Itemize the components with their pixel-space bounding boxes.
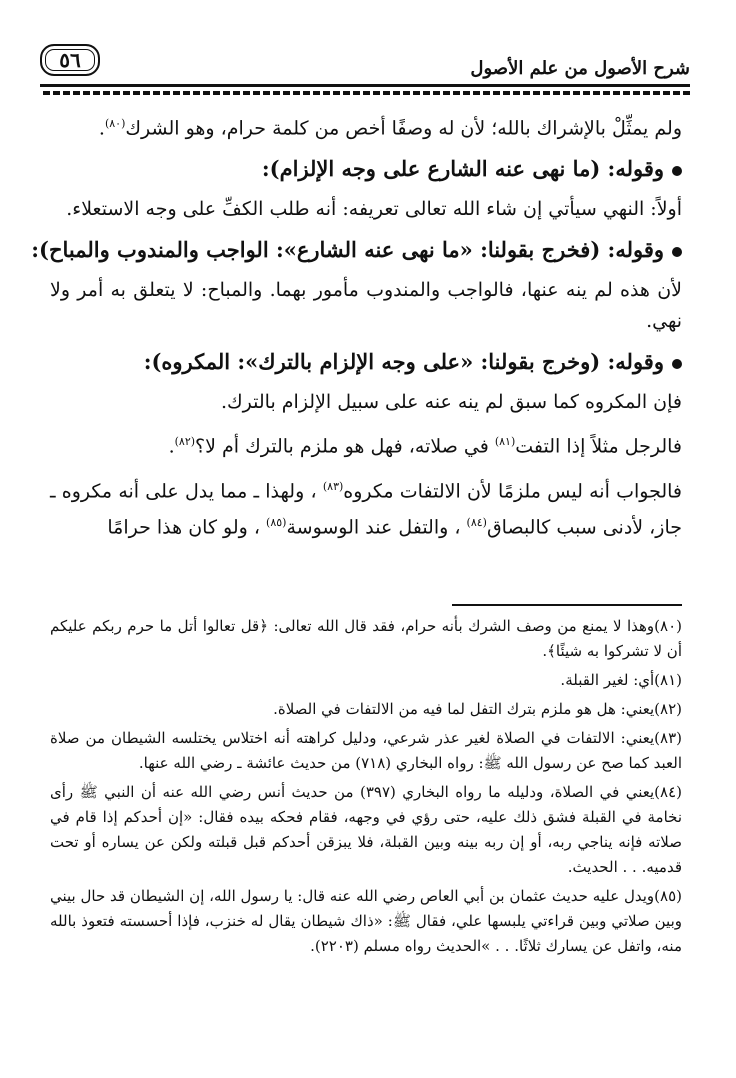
footnotes	[50, 614, 682, 963]
text-run: ، ولهذا ـ مما يدل على أنه مكروه ـ جاز، لأدنى سبب كالبصاق	[50, 479, 682, 539]
main-text	[31, 108, 682, 551]
heading-text: وقوله: (ما نهى عنه الشارع على وجه الإلزام):	[261, 156, 664, 182]
footnote: (٨٢)يعني: هل هو ملزم بترك التفل لما فيه من الالتفات في الصلاة.	[273, 700, 682, 718]
section-heading	[31, 233, 682, 267]
bullet-icon	[672, 166, 682, 176]
section-heading	[50, 345, 682, 379]
paragraph: ولم يمثِّلْ بالإشراك بالله؛ لأن له وصفًا أخص من كلمة حرام، وهو الشرك$^{(٨٠)}$.	[98, 117, 682, 140]
footnote-separator	[452, 604, 682, 606]
footnote: (٨٠)وهذا لا يمنع من وصف الشرك بأنه حرام، فقد قال الله تعالى: ﴿قل تعالوا أتل ما حرم ربكم عليكم أن لا تشركوا به شيئًا﴾.	[50, 617, 682, 660]
text-run: في صلاته، فهل هو ملزم بالترك أم لا؟	[195, 435, 489, 458]
footnote: (٨٥)ويدل عليه حديث عثمان بن أبي العاص رضي الله عنه قال: يا رسول الله، إن الشيطان قد حال بيني وبين صلاتي وبين قراءتي يلبسها علي، فقال ﷺ: «ذاك شيطان يقال له خنزب، فإذا أحسسته فتعوذ بالله منه، واتفل عن يسارك ثلاثًا. . . »الحديث رواه مسلم (٢٢٠٣).	[50, 887, 682, 955]
paragraph: فالرجل مثلاً إذا التفت$^{(٨١)}$ في صلاته، فهل هو ملزم بالترك أم لا؟$^{(٨٢)}$.	[168, 435, 682, 458]
page-header	[40, 44, 690, 92]
text-run: فالجواب أنه ليس ملزمًا لأن الالتفات مكروه	[343, 479, 682, 502]
page-number-badge	[40, 44, 100, 76]
footnote-ref[interactable]: (٨٣)	[322, 479, 344, 493]
footnote-ref[interactable]: (٨٠)	[104, 117, 126, 130]
header-rule	[40, 84, 690, 87]
paragraph: لأن هذه لم ينه عنها، فالواجب والمندوب مأمور بهما. والمباح: لا يتعلق به أمر ولا نهي.	[50, 279, 682, 333]
footnote-ref[interactable]: (٨٥)	[266, 515, 287, 529]
heading-text: وقوله: (فخرج بقولنا: «ما نهى عنه الشارع»: الواجب والمندوب والمباح):	[31, 237, 664, 263]
bullet-icon	[672, 359, 682, 369]
footnote-ref[interactable]: (٨٢)	[174, 435, 196, 449]
text-run: ، ولو كان هذا حرامًا	[107, 516, 260, 539]
footnote: (٨٤)يعني في الصلاة، ودليله ما رواه البخاري (٣٩٧) من حديث أنس رضي الله عنه أن النبي ﷺ رأى نخامة في القبلة فشق ذلك عليه، حتى رؤي في وجهه، فقام فحكه بيده فقال: «إن أحدكم إذا قام في صلاته فإنه يناجي ربه، أو إن ربه بينه وبين القبلة، فلا يبزقن أحدكم قبل قبلته ولكن عن يساره أو تحت قدميه. . . الحديث.	[50, 783, 682, 876]
footnote-ref[interactable]: (٨١)	[494, 435, 516, 449]
page-number: ٥٦	[59, 48, 81, 72]
running-title: شرح الأصول من علم الأصول	[470, 58, 690, 79]
text-run: فالرجل مثلاً إذا التفت	[515, 435, 682, 458]
paragraph: فإن المكروه كما سبق لم ينه عنه على سبيل الإلزام بالترك.	[220, 391, 682, 414]
paragraph: أولاً: النهي سيأتي إن شاء الله تعالى تعريفه: أنه طلب الكفِّ على وجه الاستعلاء.	[66, 198, 682, 221]
section-heading	[50, 152, 682, 186]
text-run: ، والتفل عند الوسوسة	[286, 516, 461, 539]
bullet-icon	[672, 247, 682, 257]
footnote: (٨٣)يعني: الالتفات في الصلاة لغير عذر شرعي، ودليل كراهته أنه اختلاس يختلسه الشيطان من صلاة العبد كما صح عن رسول الله ﷺ: رواه البخاري (٧١٨) من حديث عائشة ـ رضي الله عنها.	[50, 729, 682, 772]
paragraph-text: ولم يمثِّلْ بالإشراك بالله؛ لأن له وصفًا أخص من كلمة حرام، وهو الشرك	[125, 117, 682, 140]
header-dashed-rule	[40, 91, 690, 95]
footnote: (٨١)أي: لغير القبلة.	[560, 671, 682, 689]
paragraph	[50, 471, 682, 544]
heading-text: وقوله: (وخرج بقولنا: «على وجه الإلزام بالترك»: المكروه):	[143, 349, 664, 375]
footnote-ref[interactable]: (٨٤)	[466, 515, 487, 529]
